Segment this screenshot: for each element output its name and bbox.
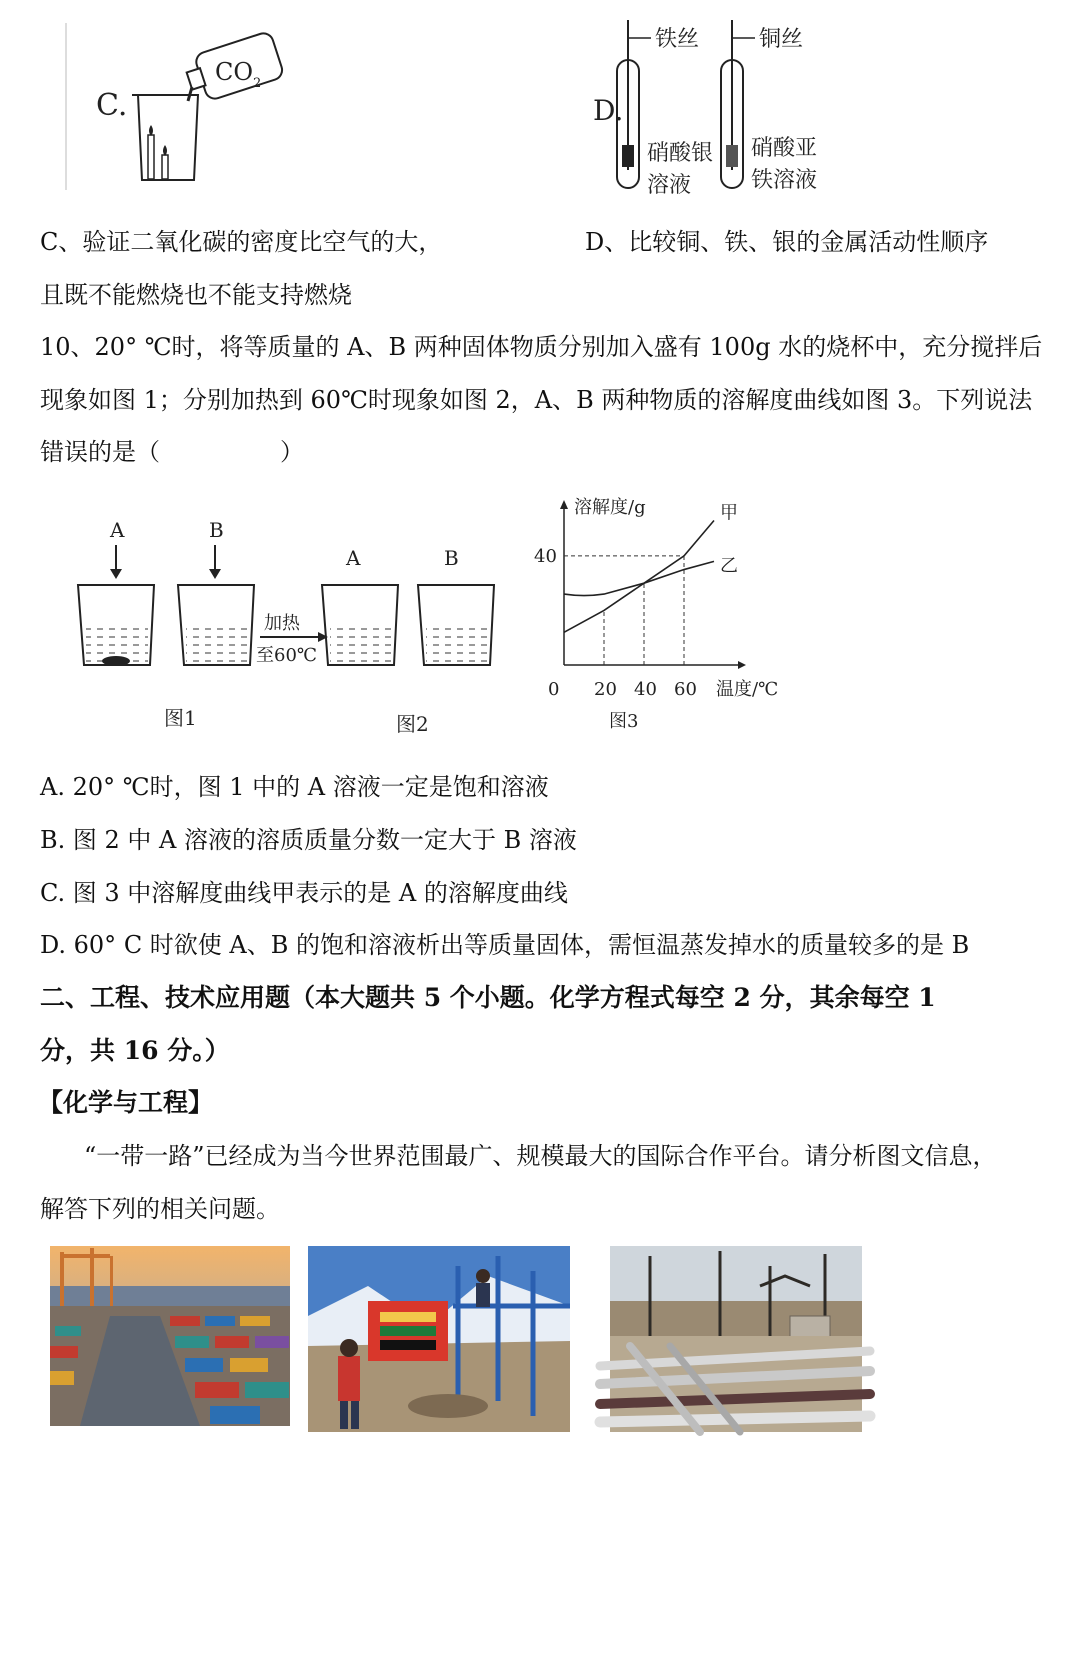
fig1-caption: 图1 — [164, 706, 197, 730]
caption-d: D、比较铜、铁、银的金属活动性顺序 — [585, 228, 989, 256]
origin-label: 0 — [548, 679, 560, 700]
x-axis-label: 温度/℃ — [716, 679, 779, 700]
figure-d-letter: D. — [593, 94, 624, 127]
option-b: B. 图 2 中 A 溶液的溶质质量分数一定大于 B 溶液 — [40, 826, 577, 854]
q10-line2: 现象如图 1；分别加热到 60℃时现象如图 2，A、B 两种物质的溶解度曲线如图 3。下列说法 — [40, 386, 1033, 414]
fig2-caption: 图2 — [396, 712, 429, 736]
figure-1-2 — [60, 505, 520, 745]
series-line-yi — [564, 561, 714, 595]
x-axis-arrow — [738, 661, 746, 669]
series-label-yi: 乙 — [720, 555, 738, 577]
photo-construction-site — [308, 1246, 570, 1432]
section2-line2: 分，共 16 分。） — [40, 1036, 230, 1065]
solution-left-line1: 硝酸银 — [647, 141, 714, 166]
fig1-label-a: A — [110, 518, 125, 542]
section2-para1: “一带一路”已经成为当今世界范围最广、规模最大的国际合作平台。请分析图文信息， — [84, 1142, 997, 1170]
solubility-chart — [530, 495, 779, 740]
solution-left-line2: 溶液 — [647, 173, 692, 198]
y-axis-arrow — [560, 500, 568, 509]
fig2-label-b: B — [444, 546, 459, 570]
wire-left-label: 铁丝 — [655, 27, 700, 52]
option-c: C. 图 3 中溶解度曲线甲表示的是 A 的溶解度曲线 — [40, 879, 568, 907]
section2-line1: 二、工程、技术应用题（本大题共 5 个小题。化学方程式每空 2 分，其余每空 1 — [40, 983, 936, 1012]
solution-right-line1: 硝酸亚 — [751, 136, 818, 161]
figure-d — [585, 10, 845, 205]
x-tick-label-1: 40 — [634, 679, 657, 700]
y-tick-label-0: 40 — [534, 545, 557, 567]
gas-label: CO — [215, 58, 254, 86]
q10-line3: 错误的是（ ） — [40, 438, 304, 466]
x-tick-label-0: 20 — [594, 679, 617, 700]
fig2-arrow-top: 加热 — [264, 613, 300, 634]
fig1-label-b: B — [209, 518, 224, 542]
wire-right-label: 铜丝 — [759, 27, 804, 52]
series-line-jia — [564, 520, 714, 632]
option-a: A. 20° ℃时，图 1 中的 A 溶液一定是饱和溶液 — [40, 773, 549, 801]
y-axis-label: 溶解度/g — [574, 497, 646, 518]
x-tick-label-2: 60 — [674, 679, 697, 700]
option-d: D. 60° C 时欲使 A、B 的饱和溶液析出等质量固体，需恒温蒸发掉水的质量较多的是 B — [40, 931, 970, 959]
fig3-caption: 图3 — [609, 711, 639, 732]
figure-c — [60, 15, 300, 195]
section2-para2: 解答下列的相关问题。 — [40, 1195, 280, 1223]
photo-container-port — [50, 1246, 290, 1426]
figure-c-letter: C. — [96, 88, 128, 123]
fig2-label-a: A — [346, 546, 361, 570]
fig2-arrow-bottom: 至60℃ — [256, 645, 318, 666]
caption-c-line2: 且既不能燃烧也不能支持燃烧 — [40, 281, 352, 309]
gas-label-subscript: 2 — [253, 76, 262, 91]
photo-oil-pipelines — [610, 1246, 862, 1432]
q10-line1: 10、20° ℃时，将等质量的 A、B 两种固体物质分别加入盛有 100g 水的烧杯中，充分搅拌后 — [40, 333, 1043, 361]
figure-3-chart — [530, 495, 779, 740]
section2-heading: 【化学与工程】 — [38, 1088, 214, 1117]
solution-right-line2: 铁溶液 — [751, 168, 818, 193]
caption-c-line1: C、验证二氧化碳的密度比空气的大， — [40, 228, 443, 256]
series-label-jia: 甲 — [720, 502, 738, 524]
